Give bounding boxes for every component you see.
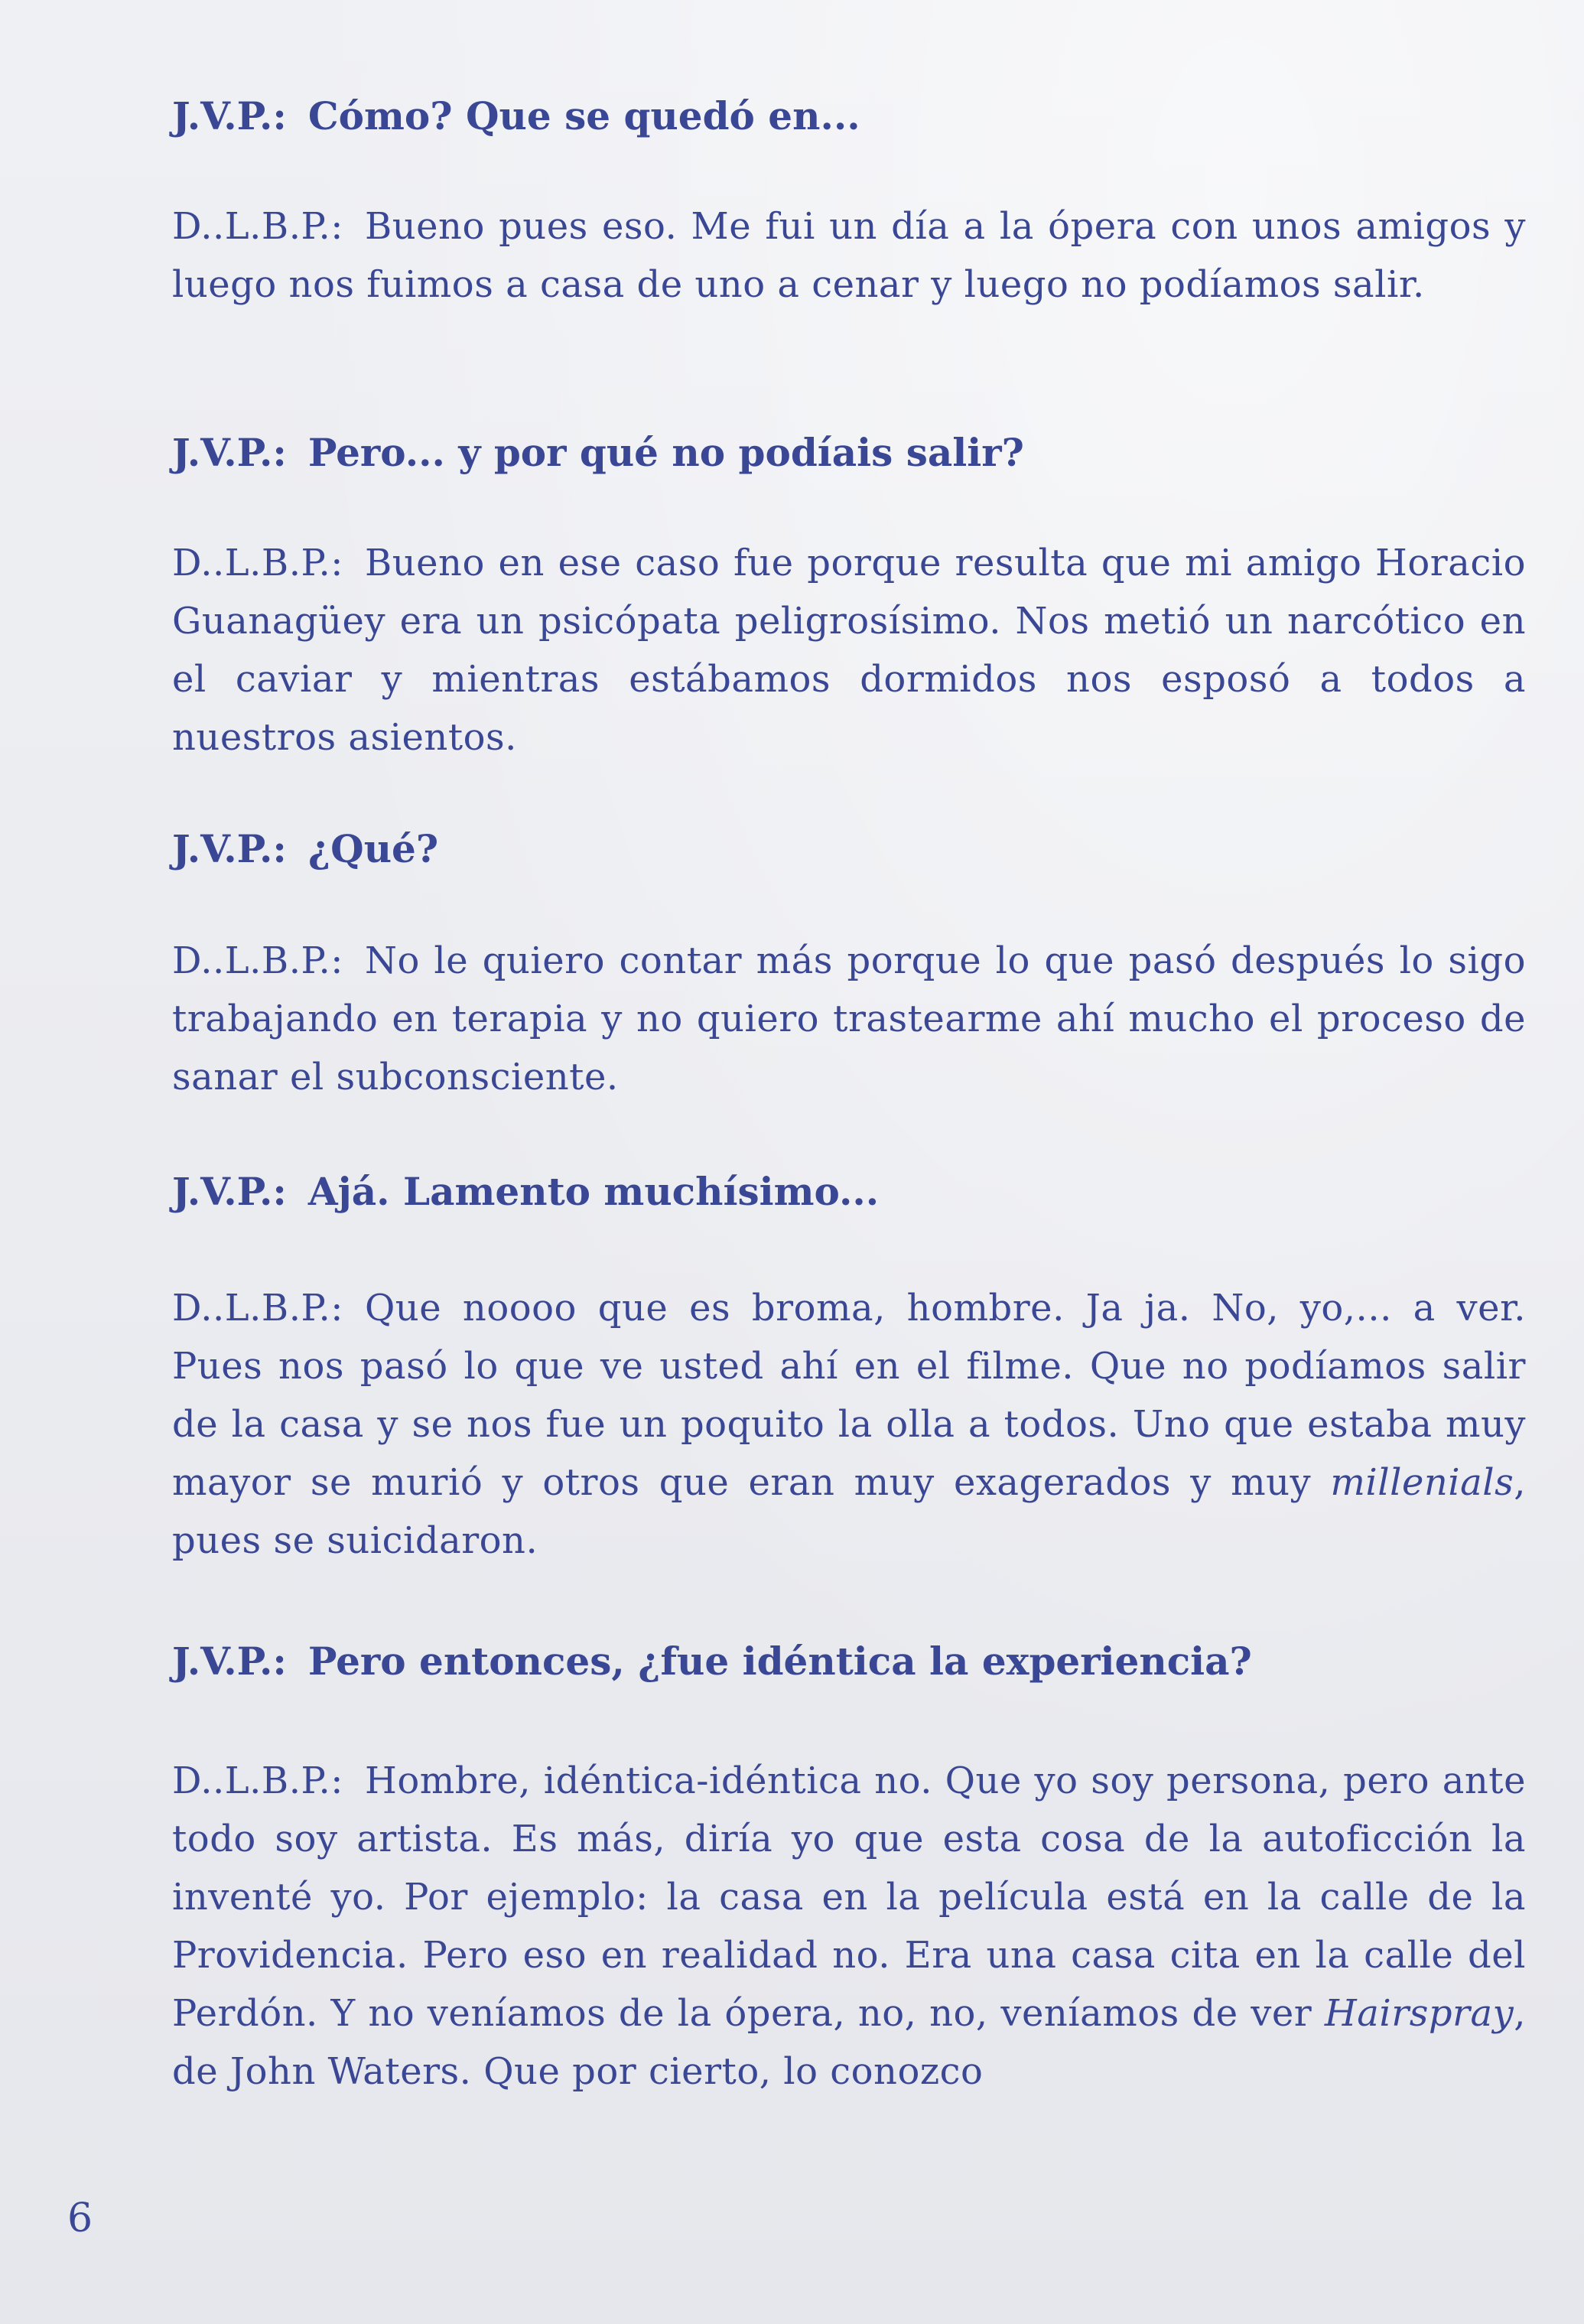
answer-5 <box>172 1752 1526 2101</box>
italic-title: Hairspray <box>1324 1992 1514 2035</box>
question-3 <box>172 826 1526 872</box>
question-5 <box>172 1639 1526 1684</box>
question-1 <box>172 93 1526 139</box>
question-2 <box>172 430 1526 476</box>
page-number: 6 <box>67 2195 93 2241</box>
answer-4 <box>172 1279 1526 1570</box>
answer-3 <box>172 932 1526 1106</box>
question-text: Pero entonces, ¿fue idéntica la experiencia? <box>307 1639 1252 1684</box>
italic-term: millenials <box>1330 1461 1514 1504</box>
question-text: Cómo? Que se quedó en... <box>307 93 860 138</box>
speaker-label: D..L.B.P.: <box>172 542 343 584</box>
speaker-label: J.V.P.: <box>172 1169 287 1214</box>
answer-2 <box>172 534 1526 767</box>
speaker-label: J.V.P.: <box>172 430 287 475</box>
question-4 <box>172 1169 1526 1215</box>
answer-1 <box>172 197 1526 314</box>
answer-text: No le quiero contar más porque lo que pasó después lo sigo trabajando en terapia y no quiero trastearme ahí mucho el proceso de sanar el subconsciente. <box>172 939 1526 1099</box>
answer-text: Que noooo que es broma, hombre. Ja ja. No, yo,... a ver. Pues nos pasó lo que ve usted ahí en el filme. Que no podíamos salir de la casa y se nos fue un poquito la olla a todos. Uno que estaba muy mayor se murió y otros que eran muy exagerados y muy <box>172 1287 1526 1504</box>
speaker-label: J.V.P.: <box>172 826 287 871</box>
speaker-label: D..L.B.P.: <box>172 939 343 982</box>
speaker-label: D..L.B.P.: <box>172 1759 343 1802</box>
answer-text: Bueno en ese caso fue porque resulta que mi amigo Horacio Guanagüey era un psicópata peligrosísimo. Nos metió un narcótico en el caviar y mientras estábamos dormidos nos esposó a todos a nuestros asientos. <box>172 542 1526 759</box>
speaker-label: D..L.B.P.: <box>172 205 343 248</box>
answer-text-end: , pues se suicidaron. <box>172 1461 1526 1562</box>
question-text: ¿Qué? <box>307 826 439 871</box>
answer-text: Bueno pues eso. Me fui un día a la ópera con unos amigos y luego nos fuimos a casa de uno a cenar y luego no podíamos salir. <box>172 205 1526 306</box>
answer-text-end: , de John Waters. Que por cierto, lo conozco <box>172 1992 1526 2093</box>
speaker-label: J.V.P.: <box>172 93 287 138</box>
question-text: Pero... y por qué no podíais salir? <box>307 430 1024 475</box>
speaker-label: J.V.P.: <box>172 1639 287 1684</box>
speaker-label: D..L.B.P.: <box>172 1287 343 1330</box>
question-text: Ajá. Lamento muchísimo... <box>307 1169 880 1214</box>
answer-text: Hombre, idéntica-idéntica no. Que yo soy persona, pero ante todo soy artista. Es más, diría yo que esta cosa de la autoficción la inventé yo. Por ejemplo: la casa en la película está en la calle de la Providencia. Pero eso en realidad no. Era una casa cita en la calle del Perdón. Y no veníamos de la ópera, no, no, veníamos de ver <box>172 1759 1526 2035</box>
